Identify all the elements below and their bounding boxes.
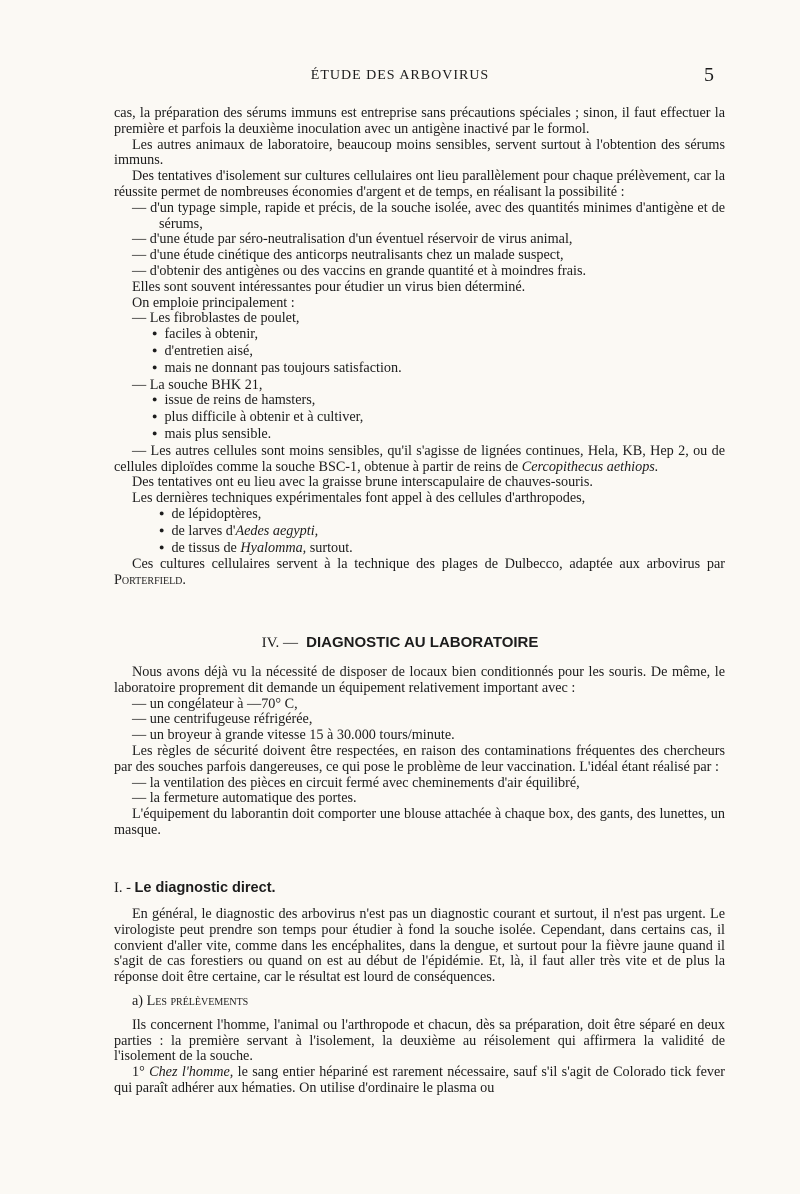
subsection-number: I. - <box>114 880 131 896</box>
section-number: IV. — <box>261 635 298 651</box>
dash-item: — Les fibroblastes de poulet, <box>132 310 300 327</box>
paragraph: Des tentatives ont eu lieu avec la graisse brune interscapulaire de chauves-souris. <box>132 474 593 491</box>
text-run: de larves d' <box>171 522 236 539</box>
bullet-item <box>114 524 725 541</box>
paragraph: Des tentatives d'isolement sur cultures cellulaires ont lieu parallèlement pour chaque prélèvement, car la réussite permet de nombreuses économies d'argent et de temps, en réalisant la possibilité : <box>114 168 725 200</box>
running-title: ÉTUDE DES ARBOVIRUS <box>310 68 490 83</box>
bullet-item: ● de lépidoptères, <box>114 507 725 524</box>
bullet-item: ● d'entretien aisé, <box>114 344 725 361</box>
bullet-item: ● mais plus sensible. <box>114 427 725 444</box>
dash-item: — la fermeture automatique des portes. <box>132 790 357 807</box>
dash-item: — La souche BHK 21, <box>132 376 263 393</box>
section-heading <box>0 634 800 652</box>
paragraph: Les règles de sécurité doivent être respectées, en raison des contaminations fréquentes des chercheurs par des souches parfois dangereuses, ce qui pose le problème de leur vaccination. L'idéal étant réalisé par : <box>114 742 725 775</box>
text-run: — Les autres cellules sont moins sensibles, qu'il s'agisse de lignées continues, Hela, KB, Hep 2, ou de cellules diploïdes comme la souche BSC-1, obtenue à partir de reins de <box>114 442 725 475</box>
paragraph: Elles sont souvent intéressantes pour étudier un virus bien déterminé. <box>132 278 526 295</box>
text-run: 1° <box>132 1064 150 1081</box>
dash-item: — d'une étude cinétique des anticorps neutralisants chez un malade suspect, <box>132 247 564 264</box>
paragraph: cas, la préparation des sérums immuns est entreprise sans précautions spéciales ; sinon, il faut effectuer la première et parfois la deuxième inoculation avec un antigène inactivé par le formol. <box>114 105 725 137</box>
subheading-prelevements <box>114 994 725 1010</box>
text-run: a) <box>132 992 147 1009</box>
paragraph: On emploie principalement : <box>132 294 295 311</box>
paragraph: Nous avons déjà vu la nécessité de disposer de locaux bien conditionnés pour les souris. De même, le laboratoire proprement dit demande un équipement relativement important avec : <box>114 664 725 696</box>
dash-item: — une centrifugeuse réfrigérée, <box>132 711 313 728</box>
page-number: 5 <box>704 64 714 86</box>
text-run: de tissus de <box>171 539 241 556</box>
dash-item: — un congélateur à —70° C, <box>132 695 298 712</box>
dash-item: — d'un typage simple, rapide et précis, de la souche isolée, avec des quantités minimes d'antigène et de sérums, <box>132 199 725 232</box>
subheading-label: Les prélèvements <box>146 992 249 1009</box>
subsection-title: Le diagnostic direct. <box>134 880 276 896</box>
paragraph: L'équipement du laborantin doit comporter une blouse attachée à chaque box, des gants, des lunettes, un masque. <box>114 806 725 838</box>
page-header <box>0 66 800 88</box>
paragraph: En général, le diagnostic des arbovirus n'est pas un diagnostic courant et surtout, il n'est pas urgent. Le virologiste peut prendre son temps pour étudier à fond la souche isolée. Cependant, dans certains cas, il convient d'aller vite, comme dans les encéphalites, dans la dengue, et surtout pour la fièvre jaune quand il s'agit de cas forestiers ou quand on est au début de l'épidémie. Et, là, il faut aller très vite et de plus la réponse doit être certaine, car le résultat est lourd de conséquences. <box>114 906 725 986</box>
text-block-cultures <box>114 106 725 589</box>
text-run: surtout. <box>306 539 353 556</box>
paragraph: Les dernières techniques expérimentales font appel à des cellules d'arthropodes, <box>132 490 586 507</box>
paragraph: Ils concernent l'homme, l'animal ou l'arthropode et chacun, dès sa préparation, doit être séparé en deux parties : la première servant à l'isolement, la deuxième au réisolement qui affirmera la validité de l'isolement de la souche. <box>114 1016 725 1065</box>
emphasis: Chez l'homme, <box>149 1064 234 1081</box>
subsection-heading <box>114 880 276 897</box>
text-run: le sang entier hépariné est rarement nécessaire, sauf s'il s'agit de Colorado tick fever qui paraît adhérer aux hématies. On utilise d'ordinaire le plasma ou <box>114 1064 725 1096</box>
dash-item: — la ventilation des pièces en circuit fermé avec cheminements d'air équilibré, <box>132 774 580 791</box>
author-name: Porterfield. <box>114 572 186 589</box>
paragraph <box>114 444 725 476</box>
bullet-item: ● mais ne donnant pas toujours satisfaction. <box>114 361 725 378</box>
bullet-item: ● issue de reins de hamsters, <box>114 393 725 410</box>
section-title: DIAGNOSTIC AU LABORATOIRE <box>306 634 539 651</box>
bullet-item: ● plus difficile à obtenir et à cultiver, <box>114 410 725 427</box>
bullet-item <box>114 541 725 558</box>
dash-item: — d'une étude par séro-neutralisation d'un éventuel réservoir de virus animal, <box>132 231 573 248</box>
dash-item: — d'obtenir des antigènes ou des vaccins en grande quantité et à moindres frais. <box>132 262 587 279</box>
paragraph: Les autres animaux de laboratoire, beaucoup moins sensibles, servent surtout à l'obtention des sérums immuns. <box>114 136 725 169</box>
paragraph <box>114 1065 725 1097</box>
dash-item: — un broyeur à grande vitesse 15 à 30.000 tours/minute. <box>132 727 455 744</box>
bullet-item: ● faciles à obtenir, <box>114 327 725 344</box>
text-run: Ces cultures cellulaires servent à la technique des plages de Dulbecco, adaptée aux arbovirus par <box>132 556 725 573</box>
species-name: Aedes aegypti, <box>235 522 319 539</box>
species-name: Cercopithecus aethiops. <box>521 458 659 475</box>
text-block-diagnostic <box>114 907 725 1097</box>
text-block-laboratoire <box>114 665 725 839</box>
paragraph <box>114 557 725 589</box>
species-name: Hyalomma, <box>240 539 307 556</box>
